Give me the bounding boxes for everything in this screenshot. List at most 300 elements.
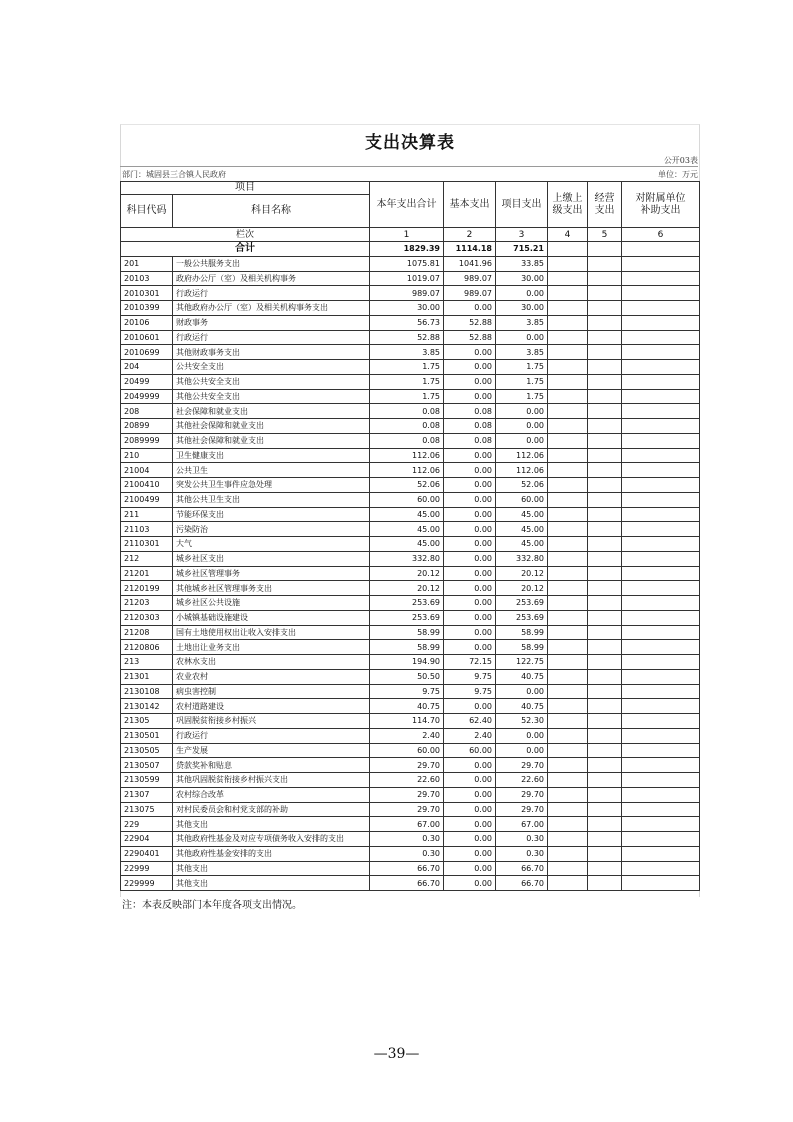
row-upper [548,286,588,301]
row-code: 2010399 [121,301,173,316]
col-number: 1 [370,228,444,242]
row-name: 贷款奖补和贴息 [173,758,370,773]
row-operating [588,802,622,817]
row-project: 60.00 [496,492,548,507]
row-name: 巩固脱贫衔接乡村振兴 [173,714,370,729]
row-project: 40.75 [496,669,548,684]
row-upper [548,714,588,729]
row-operating [588,758,622,773]
row-upper [548,551,588,566]
row-total: 30.00 [370,301,444,316]
row-operating [588,596,622,611]
col-number: 6 [622,228,700,242]
table-row [121,787,700,802]
row-operating [588,581,622,596]
row-total: 52.88 [370,330,444,345]
row-operating [588,832,622,847]
row-basic: 0.08 [444,433,496,448]
row-subsidy [622,419,700,434]
row-project: 332.80 [496,551,548,566]
row-operating [588,507,622,522]
row-upper [548,655,588,670]
row-name: 节能环保支出 [173,507,370,522]
row-code: 2100410 [121,478,173,493]
row-code: 2089999 [121,433,173,448]
row-total: 0.08 [370,433,444,448]
row-total: 253.69 [370,596,444,611]
col-number: 3 [496,228,548,242]
row-subsidy [622,256,700,271]
row-basic: 0.00 [444,773,496,788]
row-project: 112.06 [496,448,548,463]
row-subsidy [622,360,700,375]
table-row [121,876,700,891]
table-row [121,817,700,832]
row-upper [548,433,588,448]
row-project: 1.75 [496,360,548,375]
row-code: 20106 [121,315,173,330]
row-project: 3.85 [496,315,548,330]
row-code: 2290401 [121,846,173,861]
row-upper [548,537,588,552]
row-subsidy [622,787,700,802]
row-name: 其他公共卫生支出 [173,492,370,507]
row-basic: 62.40 [444,714,496,729]
row-project: 1.75 [496,374,548,389]
row-basic: 0.00 [444,581,496,596]
row-basic: 52.88 [444,330,496,345]
row-name: 其他支出 [173,861,370,876]
row-upper [548,684,588,699]
row-operating [588,404,622,419]
row-total: 50.50 [370,669,444,684]
row-upper [548,640,588,655]
table-row [121,330,700,345]
row-subsidy [622,640,700,655]
row-subsidy [622,728,700,743]
row-code: 21301 [121,669,173,684]
row-operating [588,286,622,301]
row-subsidy [622,846,700,861]
row-project: 30.00 [496,271,548,286]
row-basic: 0.00 [444,463,496,478]
row-subsidy [622,433,700,448]
table-row [121,301,700,316]
row-upper [548,758,588,773]
row-project: 0.30 [496,832,548,847]
row-upper [548,360,588,375]
row-subsidy [622,345,700,360]
row-name: 土地出让业务支出 [173,640,370,655]
row-basic: 0.00 [444,522,496,537]
row-code: 2130507 [121,758,173,773]
row-name: 其他支出 [173,817,370,832]
row-basic: 0.00 [444,699,496,714]
row-total: 20.12 [370,581,444,596]
row-project: 0.00 [496,330,548,345]
row-operating [588,655,622,670]
row-code: 21103 [121,522,173,537]
row-total: 52.06 [370,478,444,493]
col-number: 4 [548,228,588,242]
table-row [121,669,700,684]
header-code: 科目代码 [121,195,173,228]
row-name: 卫生健康支出 [173,448,370,463]
row-basic: 0.00 [444,374,496,389]
row-name: 其他社会保障和就业支出 [173,419,370,434]
row-subsidy [622,581,700,596]
row-subsidy [622,404,700,419]
table-row [121,492,700,507]
row-name: 农林水支出 [173,655,370,670]
header-project: 项目支出 [496,182,548,228]
table-row [121,256,700,271]
row-subsidy [622,463,700,478]
row-upper [548,846,588,861]
table-row [121,566,700,581]
row-operating [588,566,622,581]
row-upper [548,492,588,507]
row-upper [548,463,588,478]
col-number: 2 [444,228,496,242]
row-operating [588,522,622,537]
row-code: 2130108 [121,684,173,699]
row-upper [548,374,588,389]
table-row [121,802,700,817]
row-code: 2130501 [121,728,173,743]
table-row [121,419,700,434]
row-subsidy [622,537,700,552]
row-name: 农村综合改革 [173,787,370,802]
page-number: —39— [373,1046,420,1062]
table-row [121,610,700,625]
row-code: 2120806 [121,640,173,655]
row-total: 0.08 [370,404,444,419]
row-name: 其他政府性基金及对应专项债务收入安排的支出 [173,832,370,847]
row-total: 1019.07 [370,271,444,286]
row-basic: 0.00 [444,832,496,847]
row-upper [548,330,588,345]
row-code: 2120303 [121,610,173,625]
row-operating [588,876,622,891]
row-subsidy [622,743,700,758]
row-name: 政府办公厅（室）及相关机构事务 [173,271,370,286]
row-basic: 0.00 [444,596,496,611]
row-operating [588,787,622,802]
row-basic: 0.00 [444,492,496,507]
row-project: 3.85 [496,345,548,360]
row-total: 332.80 [370,551,444,566]
row-name: 公共安全支出 [173,360,370,375]
row-name: 其他城乡社区管理事务支出 [173,581,370,596]
row-name: 城乡社区公共设施 [173,596,370,611]
row-name: 病虫害控制 [173,684,370,699]
row-operating [588,374,622,389]
row-code: 2010601 [121,330,173,345]
row-basic: 0.00 [444,758,496,773]
table-row [121,478,700,493]
row-project: 0.00 [496,404,548,419]
row-total: 2.40 [370,728,444,743]
header-upper: 上缴上级支出 [548,182,588,228]
row-project: 0.00 [496,433,548,448]
row-upper [548,389,588,404]
table-row [121,404,700,419]
table-row [121,507,700,522]
row-code: 2120199 [121,581,173,596]
total-project: 715.21 [496,242,548,257]
row-subsidy [622,714,700,729]
row-basic: 0.00 [444,301,496,316]
row-name: 其他政府办公厅（室）及相关机构事务支出 [173,301,370,316]
header-operating: 经营支出 [588,182,622,228]
table-note: 注：本表反映部门本年度各项支出情况。 [122,900,302,911]
row-basic: 52.88 [444,315,496,330]
row-basic: 9.75 [444,684,496,699]
row-subsidy [622,492,700,507]
row-name: 其他公共安全支出 [173,389,370,404]
table-row [121,640,700,655]
row-operating [588,433,622,448]
row-code: 2010301 [121,286,173,301]
row-upper [548,448,588,463]
row-code: 21307 [121,787,173,802]
row-code: 2110301 [121,537,173,552]
table-row [121,773,700,788]
table-row [121,846,700,861]
row-name: 社会保障和就业支出 [173,404,370,419]
row-basic: 0.00 [444,625,496,640]
row-operating [588,345,622,360]
row-name: 污染防治 [173,522,370,537]
row-total: 0.08 [370,419,444,434]
row-basic: 0.00 [444,787,496,802]
row-name: 城乡社区管理事务 [173,566,370,581]
header-total: 本年支出合计 [370,182,444,228]
row-project: 0.30 [496,846,548,861]
row-basic: 0.00 [444,802,496,817]
row-basic: 2.40 [444,728,496,743]
table-row [121,832,700,847]
row-code: 20499 [121,374,173,389]
row-basic: 0.00 [444,448,496,463]
row-operating [588,684,622,699]
row-upper [548,345,588,360]
row-upper [548,581,588,596]
total-row [121,242,700,257]
expenditure-table [120,181,700,891]
row-operating [588,537,622,552]
row-name: 其他社会保障和就业支出 [173,433,370,448]
row-name: 大气 [173,537,370,552]
row-name: 突发公共卫生事件应急处理 [173,478,370,493]
total-label: 合计 [121,242,370,257]
row-project: 112.06 [496,463,548,478]
row-project: 45.00 [496,537,548,552]
table-row [121,463,700,478]
row-subsidy [622,330,700,345]
row-total: 58.99 [370,640,444,655]
row-code: 210 [121,448,173,463]
header-name: 科目名称 [173,195,370,228]
row-upper [548,699,588,714]
row-operating [588,610,622,625]
form-code: 公开03表 [663,156,698,165]
table-row [121,374,700,389]
row-total: 1.75 [370,374,444,389]
row-code: 21305 [121,714,173,729]
row-total: 253.69 [370,610,444,625]
row-name: 其他支出 [173,876,370,891]
row-total: 1.75 [370,360,444,375]
row-basic: 989.07 [444,271,496,286]
row-code: 2100499 [121,492,173,507]
row-upper [548,271,588,286]
row-code: 208 [121,404,173,419]
row-subsidy [622,699,700,714]
row-upper [548,404,588,419]
row-total: 114.70 [370,714,444,729]
row-total: 9.75 [370,684,444,699]
row-code: 211 [121,507,173,522]
row-operating [588,301,622,316]
row-basic: 989.07 [444,286,496,301]
row-upper [548,773,588,788]
row-name: 对村民委员会和村党支部的补助 [173,802,370,817]
row-code: 213 [121,655,173,670]
row-basic: 0.08 [444,419,496,434]
row-operating [588,714,622,729]
table-row [121,315,700,330]
row-subsidy [622,876,700,891]
row-code: 21004 [121,463,173,478]
row-upper [548,507,588,522]
row-total: 56.73 [370,315,444,330]
row-upper [548,419,588,434]
row-basic: 0.00 [444,876,496,891]
table-row [121,596,700,611]
row-subsidy [622,448,700,463]
row-total: 989.07 [370,286,444,301]
header-divider [120,166,698,167]
row-operating [588,256,622,271]
row-basic: 0.00 [444,640,496,655]
row-project: 0.00 [496,684,548,699]
row-operating [588,640,622,655]
table-row [121,728,700,743]
table-row [121,360,700,375]
table-row [121,433,700,448]
row-operating [588,389,622,404]
table-row [121,448,700,463]
department-label: 部门：城固县三合镇人民政府 [122,170,226,179]
row-upper [548,625,588,640]
row-name: 城乡社区支出 [173,551,370,566]
row-upper [548,876,588,891]
row-upper [548,861,588,876]
row-total: 58.99 [370,625,444,640]
row-subsidy [622,655,700,670]
row-basic: 0.00 [444,846,496,861]
row-name: 行政运行 [173,728,370,743]
page-title: 支出决算表 [365,133,455,153]
row-code: 2130142 [121,699,173,714]
total-subsidy [622,242,700,257]
row-name: 其他财政事务支出 [173,345,370,360]
row-upper [548,817,588,832]
row-total: 67.00 [370,817,444,832]
table-row [121,684,700,699]
row-operating [588,728,622,743]
row-operating [588,699,622,714]
row-operating [588,846,622,861]
row-name: 行政运行 [173,330,370,345]
row-code: 21201 [121,566,173,581]
row-code: 204 [121,360,173,375]
row-subsidy [622,566,700,581]
row-code: 21208 [121,625,173,640]
row-upper [548,728,588,743]
table-row [121,655,700,670]
row-basic: 0.00 [444,610,496,625]
total-basic: 1114.18 [444,242,496,257]
row-project: 0.00 [496,286,548,301]
row-project: 0.00 [496,728,548,743]
row-code: 2130599 [121,773,173,788]
row-name: 一般公共服务支出 [173,256,370,271]
row-subsidy [622,610,700,625]
row-name: 财政事务 [173,315,370,330]
header-item: 项目 [121,182,370,195]
row-basic: 9.75 [444,669,496,684]
row-operating [588,330,622,345]
row-upper [548,315,588,330]
row-operating [588,478,622,493]
table-row [121,537,700,552]
row-total: 29.70 [370,787,444,802]
row-code: 20103 [121,271,173,286]
row-project: 0.00 [496,743,548,758]
row-total: 1075.81 [370,256,444,271]
table-row [121,699,700,714]
row-code: 22904 [121,832,173,847]
row-code: 2010699 [121,345,173,360]
table-row [121,758,700,773]
row-subsidy [622,478,700,493]
row-upper [548,832,588,847]
row-operating [588,463,622,478]
row-name: 农业农村 [173,669,370,684]
row-project: 52.06 [496,478,548,493]
row-basic: 0.00 [444,389,496,404]
row-total: 29.70 [370,802,444,817]
row-total: 45.00 [370,537,444,552]
table-row [121,861,700,876]
row-operating [588,492,622,507]
table-row [121,551,700,566]
table-row [121,389,700,404]
total-operating [588,242,622,257]
row-upper [548,256,588,271]
row-total: 0.30 [370,832,444,847]
row-project: 20.12 [496,581,548,596]
row-code: 212 [121,551,173,566]
row-basic: 0.00 [444,551,496,566]
row-name: 行政运行 [173,286,370,301]
row-subsidy [622,817,700,832]
row-subsidy [622,758,700,773]
row-operating [588,625,622,640]
